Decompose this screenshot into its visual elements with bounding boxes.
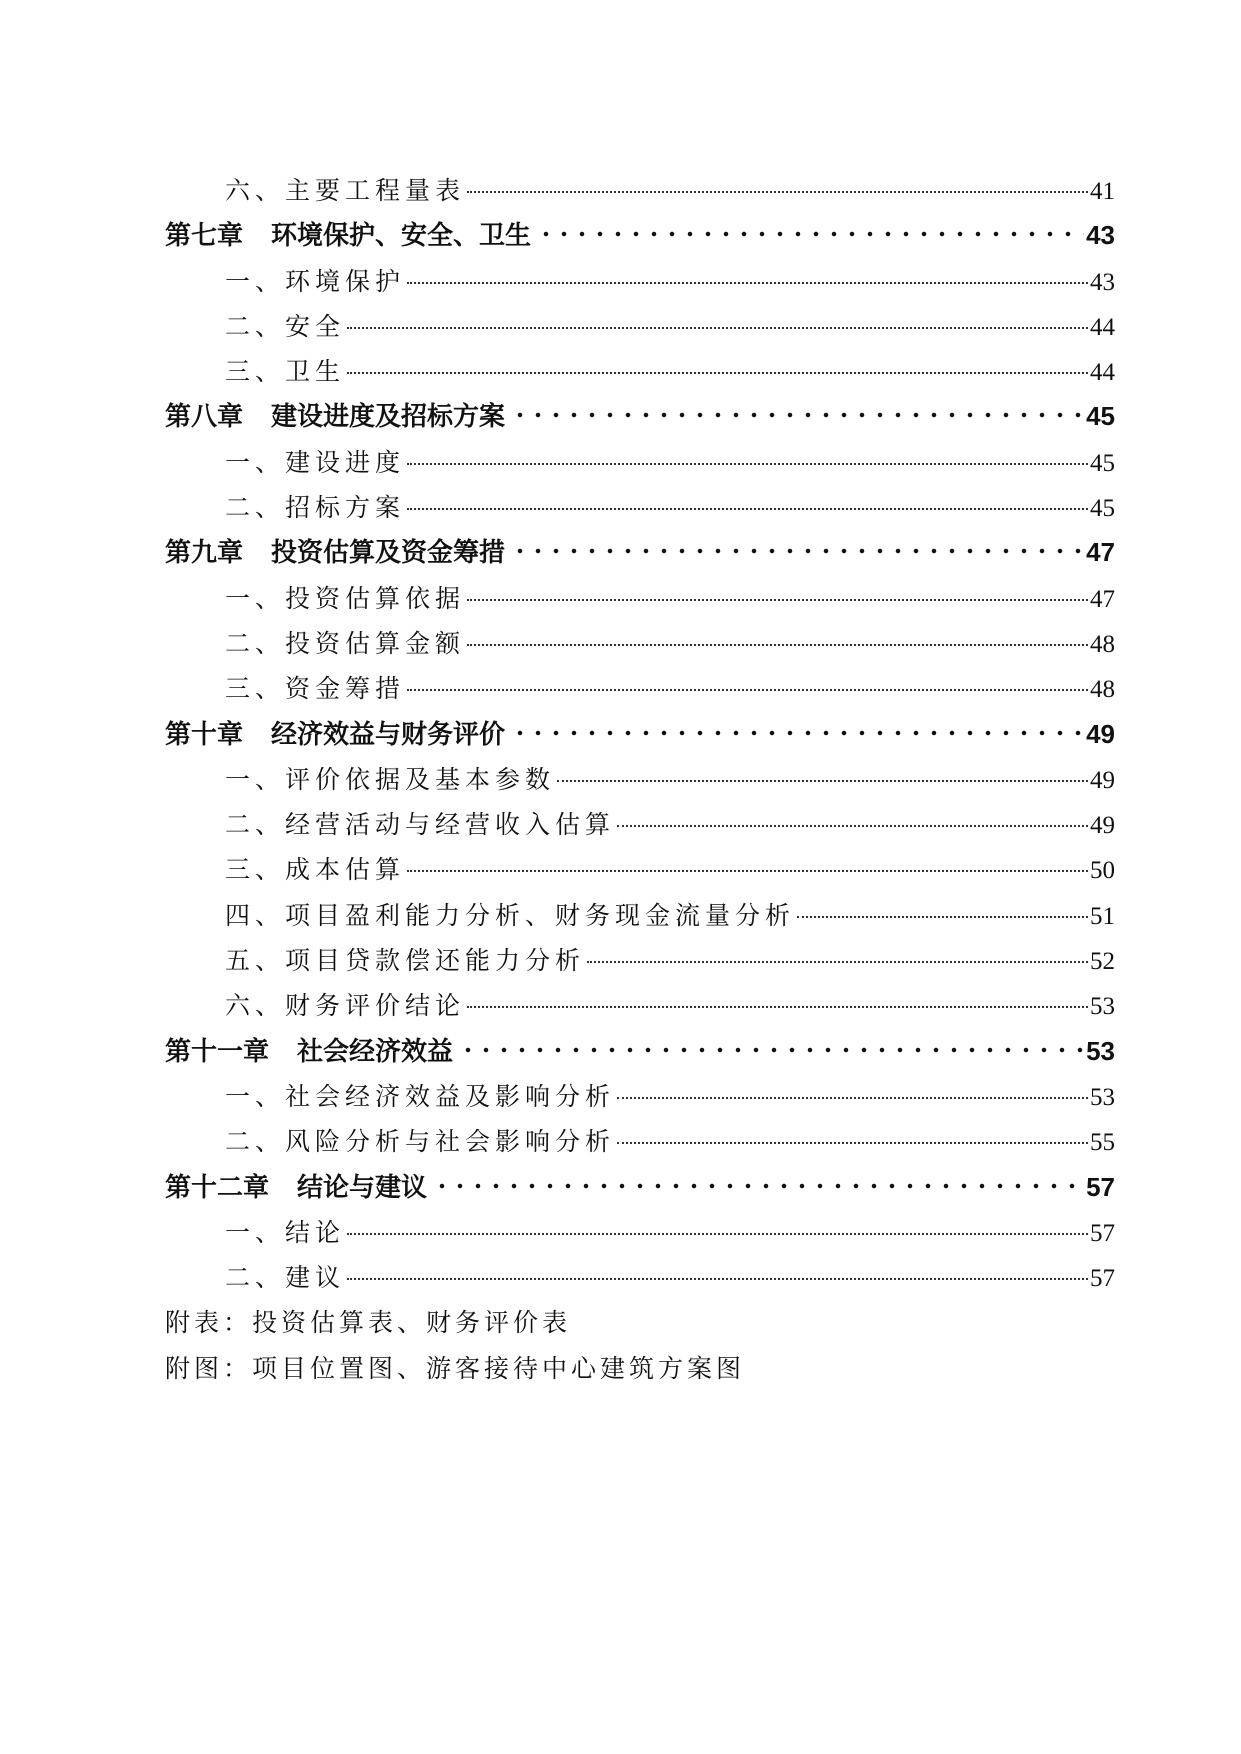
toc-rows <box>165 168 1115 1300</box>
toc-page-number: 43 <box>1086 220 1115 251</box>
toc-chapter-number: 第十章 <box>165 719 244 750</box>
toc-chapter-entry[interactable] <box>165 1165 1115 1210</box>
toc-page-number: 53 <box>1090 993 1115 1021</box>
toc-section-entry[interactable] <box>165 802 1115 847</box>
toc-entry-title: 四、项目盈利能力分析、财务现金流量分析 <box>225 900 796 930</box>
toc-section-entry[interactable] <box>165 983 1115 1028</box>
toc-dot-leader <box>617 1097 1088 1099</box>
toc-entry-title: 二、招标方案 <box>225 493 406 523</box>
toc-page-number: 57 <box>1090 1219 1115 1247</box>
toc-dot-leader <box>467 1006 1088 1008</box>
toc-section-entry[interactable] <box>165 757 1115 802</box>
toc-dot-leader <box>507 412 1084 418</box>
toc-chapter-entry[interactable] <box>165 1029 1115 1074</box>
toc-page-number: 48 <box>1090 676 1115 704</box>
toc-page-number: 45 <box>1086 401 1115 432</box>
toc-chapter-title: 结论与建议 <box>297 1172 428 1203</box>
toc-chapter-entry[interactable] <box>165 394 1115 439</box>
toc-dot-leader <box>347 1278 1088 1280</box>
toc-entry-title <box>165 214 531 259</box>
toc-section-entry[interactable] <box>165 576 1115 621</box>
toc-entry-title: 二、建议 <box>225 1263 346 1293</box>
toc-page-number: 44 <box>1090 359 1115 387</box>
toc-entry-title <box>165 531 505 576</box>
toc-page-number: 45 <box>1090 495 1115 523</box>
toc-section-entry[interactable] <box>165 440 1115 485</box>
toc-dot-leader <box>429 1183 1084 1189</box>
toc-chapter-number: 第七章 <box>165 221 244 252</box>
toc-entry-title: 一、建设进度 <box>225 447 406 477</box>
toc-section-entry[interactable] <box>165 938 1115 983</box>
toc-page-number: 48 <box>1090 630 1115 658</box>
toc-section-entry[interactable] <box>165 847 1115 892</box>
toc-page-number: 49 <box>1086 718 1115 749</box>
toc-entry-title: 一、评价依据及基本参数 <box>225 764 556 794</box>
toc-page-number: 57 <box>1086 1171 1115 1202</box>
toc-page-number: 45 <box>1090 449 1115 477</box>
appendix-figures: 附图：项目位置图、游客接待中心建筑方案图 <box>165 1353 746 1383</box>
toc-dot-leader <box>455 1047 1084 1053</box>
toc-dot-leader <box>797 916 1088 918</box>
toc-dot-leader <box>347 372 1088 374</box>
toc-entry-title: 一、社会经济效益及影响分析 <box>225 1081 616 1111</box>
toc-section-entry[interactable] <box>165 349 1115 394</box>
toc-page-number: 47 <box>1090 585 1115 613</box>
toc-page-number: 44 <box>1090 313 1115 341</box>
toc-page-number: 51 <box>1090 902 1115 930</box>
table-of-contents <box>165 168 1115 1391</box>
toc-chapter-number: 第十一章 <box>165 1036 270 1067</box>
toc-chapter-entry[interactable] <box>165 712 1115 757</box>
toc-chapter-title: 投资估算及资金筹措 <box>271 538 506 569</box>
toc-dot-leader <box>407 689 1088 691</box>
toc-chapter-title: 经济效益与财务评价 <box>271 719 506 750</box>
toc-page-number: 50 <box>1090 857 1115 885</box>
toc-dot-leader <box>533 231 1084 237</box>
toc-page-number: 53 <box>1090 1083 1115 1111</box>
toc-section-entry[interactable] <box>165 485 1115 530</box>
toc-entry-title: 六、主要工程量表 <box>225 176 466 205</box>
toc-dot-leader <box>407 508 1088 510</box>
toc-entry-title: 二、投资估算金额 <box>225 628 466 658</box>
toc-entry-title <box>165 395 505 440</box>
toc-section-entry[interactable] <box>165 1210 1115 1255</box>
toc-section-entry[interactable] <box>165 168 1115 213</box>
toc-entry-title: 一、投资估算依据 <box>225 583 466 613</box>
toc-entry-title: 一、环境保护 <box>225 266 406 296</box>
toc-page-number: 41 <box>1090 178 1115 205</box>
toc-page-number: 57 <box>1090 1265 1115 1293</box>
toc-entry-title: 三、成本估算 <box>225 855 406 885</box>
toc-dot-leader <box>617 1142 1088 1144</box>
toc-section-entry[interactable] <box>165 1255 1115 1300</box>
toc-dot-leader <box>407 870 1088 872</box>
toc-entry-title: 一、结论 <box>225 1217 346 1247</box>
toc-page-number: 47 <box>1086 537 1115 568</box>
toc-chapter-entry[interactable] <box>165 213 1115 258</box>
toc-dot-leader <box>407 282 1088 284</box>
toc-chapter-number: 第九章 <box>165 538 244 569</box>
toc-dot-leader <box>507 548 1084 554</box>
toc-entry-title: 三、卫生 <box>225 357 346 387</box>
toc-page-number: 43 <box>1090 268 1115 296</box>
toc-chapter-title: 建设进度及招标方案 <box>271 402 506 433</box>
toc-section-entry[interactable] <box>165 304 1115 349</box>
toc-entry-title: 二、安全 <box>225 311 346 341</box>
toc-entry-title: 二、风险分析与社会影响分析 <box>225 1127 616 1157</box>
toc-section-entry[interactable] <box>165 259 1115 304</box>
toc-entry-title: 二、经营活动与经营收入估算 <box>225 810 616 840</box>
toc-section-entry[interactable] <box>165 1074 1115 1119</box>
toc-entry-title: 五、项目贷款偿还能力分析 <box>225 946 586 976</box>
toc-page-number: 53 <box>1086 1035 1115 1066</box>
toc-entry-title <box>165 713 505 758</box>
toc-dot-leader <box>587 961 1088 963</box>
toc-section-entry[interactable] <box>165 893 1115 938</box>
toc-dot-leader <box>467 191 1088 193</box>
toc-entry-title: 六、财务评价结论 <box>225 991 466 1021</box>
toc-dot-leader <box>467 599 1088 601</box>
toc-section-entry[interactable] <box>165 1119 1115 1164</box>
toc-dot-leader <box>557 780 1088 782</box>
toc-section-entry[interactable] <box>165 621 1115 666</box>
toc-page-number: 49 <box>1090 766 1115 794</box>
toc-chapter-number: 第十二章 <box>165 1172 270 1203</box>
toc-chapter-entry[interactable] <box>165 530 1115 575</box>
toc-chapter-number: 第八章 <box>165 402 244 433</box>
toc-page-number: 49 <box>1090 812 1115 840</box>
toc-entry-title <box>165 1030 453 1075</box>
toc-page-number: 52 <box>1090 948 1115 976</box>
toc-dot-leader <box>467 644 1088 646</box>
toc-dot-leader <box>347 327 1088 329</box>
toc-dot-leader <box>347 1233 1088 1235</box>
toc-entry-title: 三、资金筹措 <box>225 674 406 704</box>
toc-section-entry[interactable] <box>165 666 1115 711</box>
toc-page-number: 55 <box>1090 1129 1115 1157</box>
appendix-tables: 附表：投资估算表、财务评价表 <box>165 1308 572 1338</box>
toc-dot-leader <box>407 463 1088 465</box>
toc-dot-leader <box>617 825 1088 827</box>
toc-entry-title <box>165 1166 427 1211</box>
toc-chapter-title: 环境保护、安全、卫生 <box>271 221 532 252</box>
toc-dot-leader <box>507 730 1084 736</box>
toc-chapter-title: 社会经济效益 <box>297 1036 454 1067</box>
